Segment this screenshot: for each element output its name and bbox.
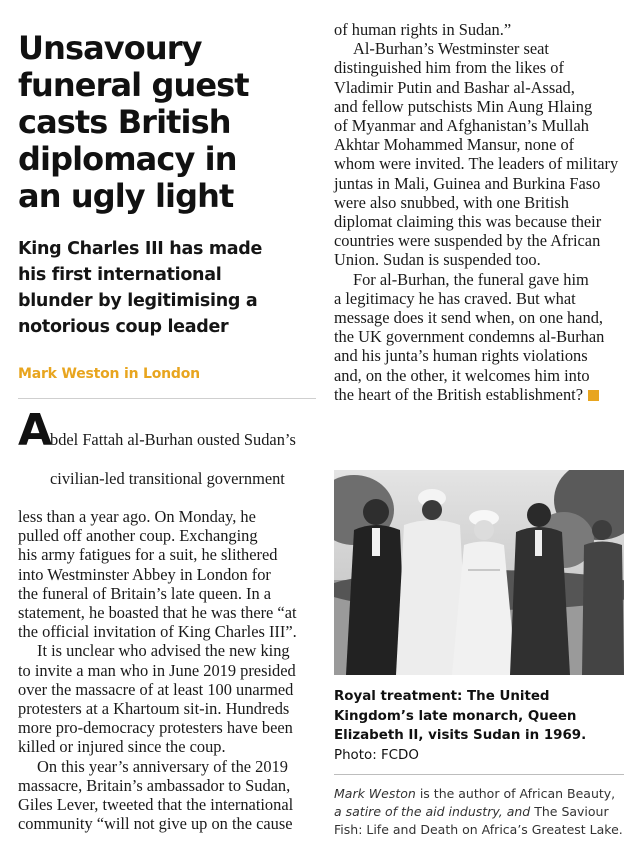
headline: Unsavoury funeral guest casts British diplomacy in an ugly light	[18, 29, 249, 215]
bio-text-1: is the author of	[419, 786, 516, 801]
bio-book-1: African Beauty,	[519, 786, 616, 801]
article-photo	[334, 470, 624, 675]
end-of-article-mark	[588, 390, 599, 401]
byline-divider	[18, 398, 316, 399]
paragraph-4: Al-Burhan’s Westminster seat distinguished him from the likes of Vladimir Putin and Bashar al-Assad, and fellow putschists Min Aung Hlaing of Myanmar and Afghanistan’s Mullah Akhtar Mohammed Mansur, none of whom were invited. The leaders of military juntas in Mali, Guinea and Burkina Faso were also snubbed, with one British diplomat claiming this was because their countries were suspended by the African Union. Sudan is suspended too.	[334, 39, 619, 270]
paragraph-5-text: For al-Burhan, the funeral gave him a legitimacy he has craved. But what message does it send when, on one hand, the UK government condemns al-Burhan and his junta’s human rights violations and, on the other, it welcomes him into the heart of the British establishment?	[334, 269, 605, 404]
paragraph-3: On this year’s anniversary of the 2019 massacre, Britain’s ambassador to Sudan, Giles Lever, tweeted that the international community “will not give up on the cause	[18, 756, 294, 834]
byline: Mark Weston in London	[18, 366, 200, 382]
author-bio	[334, 785, 626, 838]
bio-book-2: The Saviour Fish: Life and Death on Africa’s Greatest Lake.	[334, 803, 623, 837]
bio-text-2: a satire of the aid industry, and	[334, 803, 531, 819]
left-column	[18, 0, 316, 833]
photo-caption	[334, 687, 626, 765]
drop-cap: A	[18, 405, 53, 456]
paragraph-2: It is unclear who advised the new king to invite a man who in June 2019 presided over the massacre of at least 100 unarmed protesters at a Khartoum sit-in. Hundreds more pro-democracy protesters have been killed or injured since the coup.	[18, 641, 296, 757]
paragraph-1	[18, 405, 316, 642]
right-column	[334, 0, 624, 404]
standfirst: King Charles III has made his first international blunder by legitimising a notorious coup leader	[18, 239, 263, 337]
caption-text: Royal treatment: The United Kingdom’s late monarch, Queen Elizabeth II, visits Sudan in 1969.	[334, 689, 587, 743]
paragraph-1-rest: less than a year ago. On Monday, he pulled off another coup. Exchanging his army fatigues for a suit, he slithered into Westminster Abbey in London for the funeral of Britain’s late queen. In a statement, he boasted that he was there “at the official invitation of King Charles III”.	[18, 507, 297, 642]
caption-credit: Photo: FCDO	[334, 747, 419, 763]
bio-author-name: Mark Weston	[334, 786, 416, 801]
paragraph-5	[334, 270, 624, 404]
paragraph-1-line-1: bdel Fattah al-Burhan ousted Sudan’s	[50, 430, 296, 450]
photo-illustration	[334, 470, 624, 675]
paragraph-3-continued: of human rights in Sudan.”	[334, 20, 512, 39]
caption-divider	[334, 774, 624, 775]
paragraph-1-line-2: civilian-led transitional government	[50, 468, 285, 488]
